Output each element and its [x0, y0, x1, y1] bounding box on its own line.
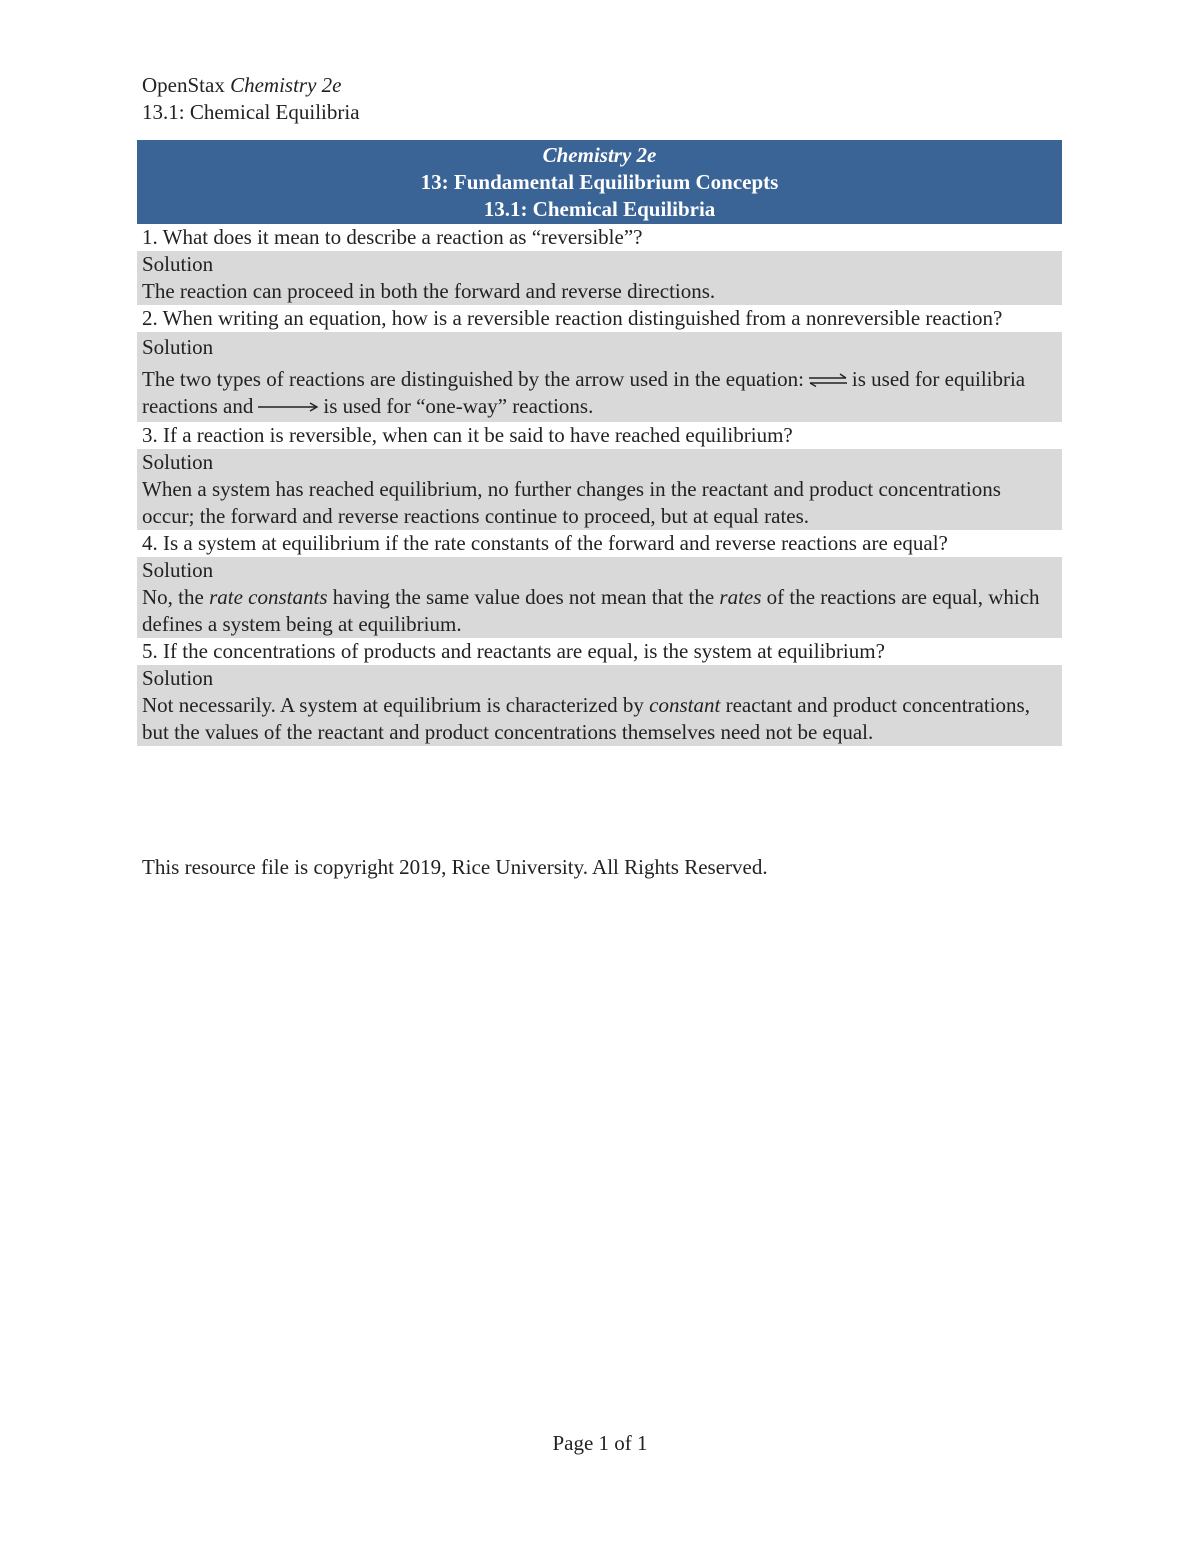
banner-book-title: Chemistry 2e — [542, 143, 657, 167]
answer-row — [137, 665, 1062, 746]
question-row — [137, 422, 1062, 449]
answer-text: The reaction can proceed in both the forward and reverse directions. — [142, 279, 716, 303]
banner-section: 13.1: Chemical Equilibria — [483, 197, 716, 221]
page-number: Page 1 of 1 — [552, 1431, 648, 1455]
answer-row — [137, 449, 1062, 530]
answer-row — [137, 557, 1062, 638]
banner-chapter: 13: Fundamental Equilibrium Concepts — [420, 170, 779, 194]
header-title-line — [142, 72, 360, 99]
answer-text-part3: is used for “one-way” reactions. — [323, 394, 594, 418]
answer-text-part1: No, the — [142, 585, 204, 609]
qa-table — [137, 140, 1062, 746]
answer-text-part1: Not necessarily. A system at equilibrium is characterized by — [142, 693, 644, 717]
solution-label: Solution — [142, 252, 214, 276]
answer-text: When a system has reached equilibrium, no further changes in the reactant and product concentrations occur; the forward and reverse reactions continue to proceed, but at equal rates. — [142, 477, 1001, 528]
answer-emphasis: rates — [719, 585, 762, 609]
page-header — [142, 72, 360, 126]
solution-label: Solution — [142, 558, 214, 582]
table-banner — [137, 140, 1062, 224]
header-publisher: OpenStax — [142, 73, 225, 97]
question-row — [137, 224, 1062, 251]
equilibrium-arrow-icon — [808, 373, 848, 387]
header-book-title: Chemistry 2e — [230, 73, 342, 97]
solution-label: Solution — [142, 450, 214, 474]
question-row — [137, 305, 1062, 332]
solution-label: Solution — [142, 335, 214, 359]
answer-text-part2: reactant and product concentrations, but the values of the reactant and product concentrations themselves need not be equal. — [142, 693, 1030, 744]
answer-text-part2: is used for equilibria reactions and — [142, 367, 1026, 418]
one-way-arrow-icon — [257, 393, 319, 405]
question-row — [137, 638, 1062, 665]
question-text: 5. If the concentrations of products and reactants are equal, is the system at equilibrium? — [142, 639, 885, 663]
answer-row — [137, 251, 1062, 305]
solution-label: Solution — [142, 666, 214, 690]
answer-text-part3: of the reactions are equal, which defines a system being at equilibrium. — [142, 585, 1040, 636]
answer-emphasis: rate constants — [209, 585, 328, 609]
question-text: 1. What does it mean to describe a reaction as “reversible”? — [142, 225, 643, 249]
copyright-notice: This resource file is copyright 2019, Rice University. All Rights Reserved. — [142, 855, 768, 879]
answer-text-part1: The two types of reactions are distinguished by the arrow used in the equation: — [142, 367, 804, 391]
question-row — [137, 530, 1062, 557]
question-text: 4. Is a system at equilibrium if the rate constants of the forward and reverse reactions are equal? — [142, 531, 948, 555]
header-section: 13.1: Chemical Equilibria — [142, 100, 360, 124]
question-text: 2. When writing an equation, how is a reversible reaction distinguished from a nonreversible reaction? — [142, 306, 1003, 330]
answer-emphasis: constant — [649, 693, 721, 717]
question-text: 3. If a reaction is reversible, when can it be said to have reached equilibrium? — [142, 423, 793, 447]
answer-row — [137, 332, 1062, 422]
answer-text-part2: having the same value does not mean that the — [332, 585, 715, 609]
